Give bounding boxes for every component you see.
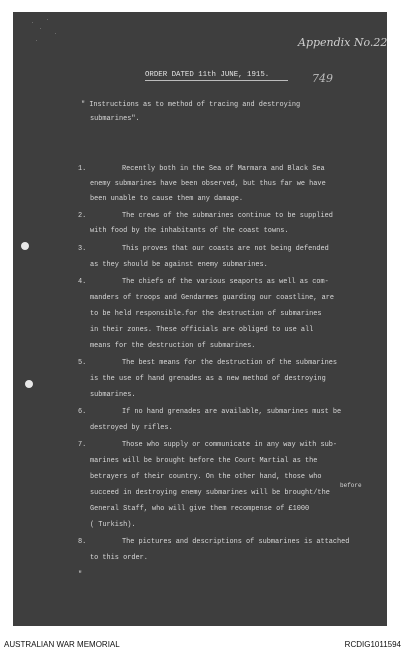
trailing-mark: " bbox=[78, 571, 83, 579]
paragraph-line: The chiefs of the various seaports as well as com- bbox=[122, 278, 329, 286]
subject-line: submarines". bbox=[90, 115, 140, 123]
paragraph-line: Recently both in the Sea of Marmara and Black Sea bbox=[122, 165, 325, 173]
paragraph-number: 2. bbox=[78, 212, 87, 220]
paragraph-number: 1. bbox=[78, 165, 87, 173]
paragraph-number: 3. bbox=[78, 245, 87, 253]
paragraph-line: The crews of the submarines continue to be supplied bbox=[122, 212, 333, 220]
paragraph-line: The best means for the destruction of the submarines bbox=[122, 359, 338, 367]
paragraph-number: 4. bbox=[78, 278, 87, 286]
paragraph-number: 8. bbox=[78, 538, 87, 546]
paragraph-number: 5. bbox=[78, 359, 87, 367]
paragraph-line: betrayers of their country. On the other hand, those who bbox=[90, 473, 322, 481]
handwritten-insertion: before bbox=[340, 482, 362, 489]
paper-speck bbox=[36, 40, 37, 41]
paragraph-line: with food by the inhabitants of the coast towns. bbox=[90, 227, 289, 235]
paragraph-line: been unable to cause them any damage. bbox=[90, 195, 243, 203]
paragraph-line: This proves that our coasts are not being defended bbox=[122, 245, 329, 253]
paragraph-line: to this order. bbox=[90, 554, 148, 562]
punch-hole bbox=[25, 380, 33, 388]
paragraph-line: as they should be against enemy submarines. bbox=[90, 261, 268, 269]
paragraph-line: destroyed by rifles. bbox=[90, 424, 173, 432]
paragraph-line: is the use of hand grenades as a new method of destroying bbox=[90, 375, 326, 383]
paragraph-line: to be held responsible.for the destruction of submarines bbox=[90, 310, 322, 318]
paper-speck bbox=[40, 28, 41, 29]
footer-record-id: RCDIG1011594 bbox=[344, 640, 401, 649]
order-title-underline bbox=[145, 80, 288, 81]
paragraph-line: in their zones. These officials are obliged to use all bbox=[90, 326, 314, 334]
paragraph-number: 6. bbox=[78, 408, 87, 416]
paper-speck bbox=[55, 33, 56, 34]
paragraph-line: marines will be brought before the Court Martial as the bbox=[90, 457, 318, 465]
paragraph-line: manders of troops and Gendarmes guarding our coastline, are bbox=[90, 294, 334, 302]
punch-hole bbox=[21, 242, 29, 250]
paragraph-line: succeed in destroying enemy submarines will be brought/the bbox=[90, 489, 330, 497]
paragraph-line: submarines. bbox=[90, 391, 136, 399]
paper-speck bbox=[47, 19, 48, 20]
paragraph-line: The pictures and descriptions of submarines is attached bbox=[122, 538, 350, 546]
paragraph-number: 7. bbox=[78, 441, 87, 449]
paragraph-line: Those who supply or communicate in any way with sub- bbox=[122, 441, 338, 449]
paragraph-line: ( Turkish). bbox=[90, 521, 136, 529]
paragraph-line: enemy submarines have been observed, but thus far we have bbox=[90, 180, 326, 188]
order-title: ORDER DATED 11th JUNE, 1915. bbox=[145, 71, 270, 79]
paragraph-line: If no hand grenades are available, submarines must be bbox=[122, 408, 342, 416]
paper-speck bbox=[32, 22, 33, 23]
appendix-label: Appendix No.22 bbox=[298, 36, 388, 49]
subject-line: " Instructions as to method of tracing and destroying bbox=[81, 101, 301, 109]
handwritten-mark: 749 bbox=[312, 72, 333, 85]
footer-institution: AUSTRALIAN WAR MEMORIAL bbox=[4, 640, 120, 649]
paragraph-line: General Staff, who will give them recompense of £1000 bbox=[90, 505, 310, 513]
paragraph-line: means for the destruction of submarines. bbox=[90, 342, 256, 350]
